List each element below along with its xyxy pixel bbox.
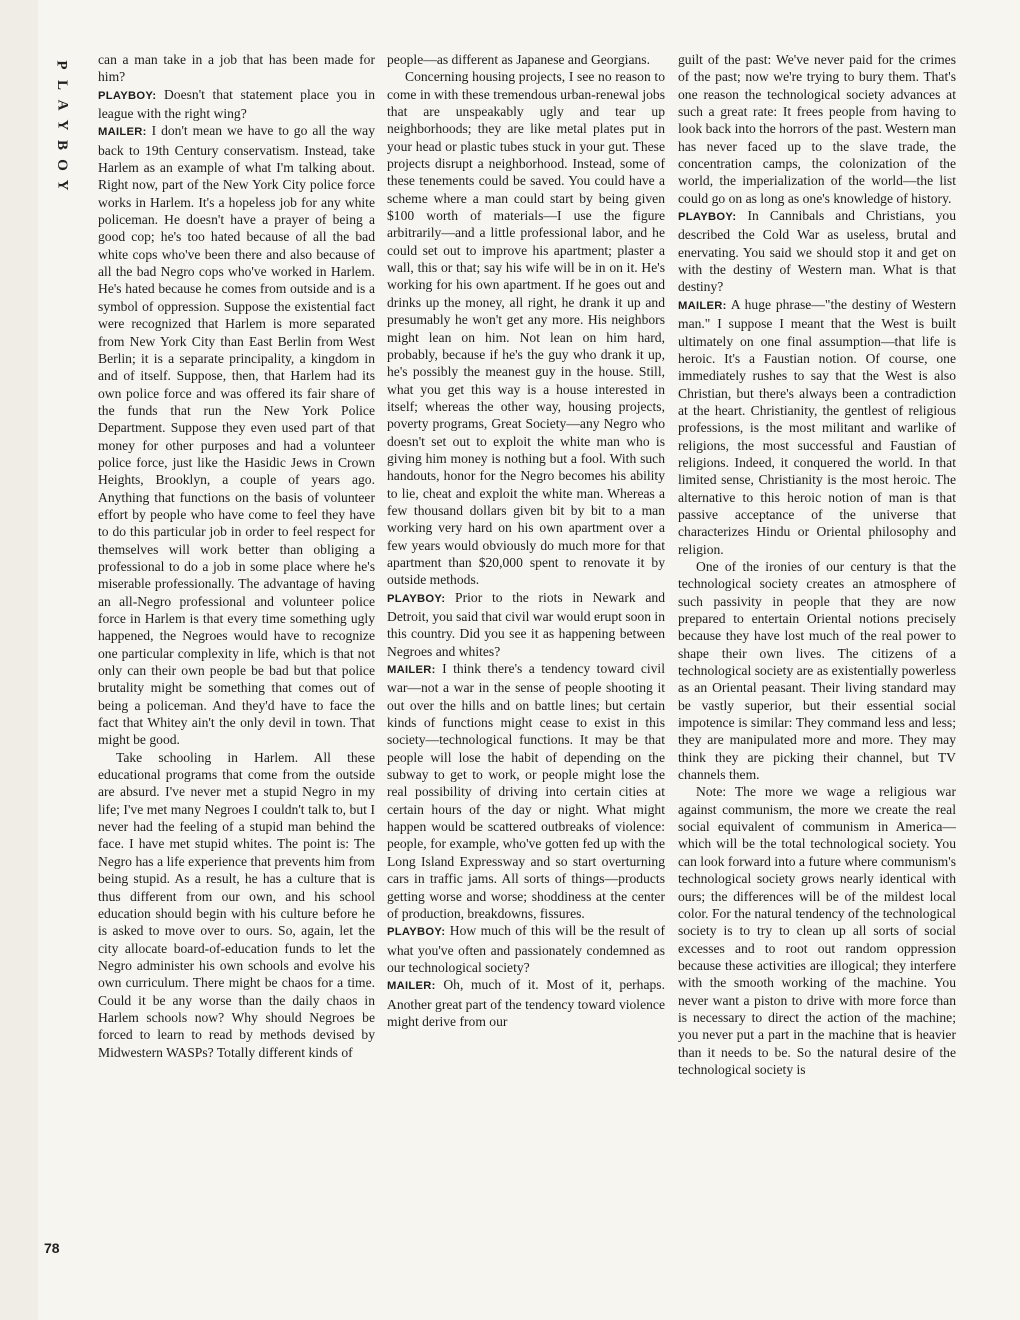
- speaker-label: MAILER:: [387, 664, 436, 677]
- spine-letter: O: [53, 159, 70, 171]
- magazine-spine-title: [50, 55, 74, 195]
- paragraph-text: One of the ironies of our century is that the technological society creates an atmosphere of such passivity in people that they are now prepared to entertain Oriental notions precisely because they have lost much of the real power to shape their own lives. The citizens of a technological society are as existentially powerless as an Oriental peasant. Their living standard may be vastly superior, but their essential social impotence is similar: They command less and less; they are manipulated more and more. They may think they are picking their channel, but TV channels them.: [678, 558, 956, 783]
- speaker-label: PLAYBOY:: [98, 89, 157, 102]
- text-column-2: [387, 51, 665, 1030]
- paragraph-text: How much of this will be the result of what you've often and passionately condemned as our technological society?: [387, 923, 665, 975]
- paragraph: [98, 749, 375, 1061]
- paragraph: [387, 660, 665, 922]
- spine-letter: B: [53, 139, 70, 151]
- paragraph: [387, 589, 665, 660]
- spine-letter: P: [53, 60, 70, 70]
- paragraph: [387, 922, 665, 976]
- speaker-label: MAILER:: [387, 980, 436, 993]
- paragraph-text: I don't mean we have to go all the way back to 19th Century conservatism. Instead, take Harlem as an example of what I'm talking about. Right now, part of the New York City police force works in Harlem. It's a hopeless job for any white policeman. He doesn't have a prayer of being a good cop; he's too hated because of all the bad white cops who've been there and also because of all the bad Negro cops who've worked in Harlem. He's hated because he comes from outside and is a symbol of oppression. Suppose the existential fact were recognized that Harlem is more separated from New York City than East Berlin from West Berlin; it is a separate principality, a kingdom in and of itself. Suppose, then, that Harlem had its own police force and was offered its fair share of the funds that run the New York Police Department. Suppose they even used part of that money for other purposes and had a volunteer police force, just like the Hasidic Jews in Crown Heights, Brooklyn, a couple of years ago. Anything that functions on the basis of volunteer effort by people who have come to feel they have to do this particular job in order to feel respect for themselves will work better than obliging a professional to do a job in some place where he's miserable professionally. The advantage of having an all-Negro professional and volunteer police force in Harlem is that every time something ugly happened, the Negroes would have to recognize one particular complexity in life, which is that not only can their own people be bad but that police brutality might be something that comes out of being a policeman. And they'd have to face the fact that Whitey ain't the only devil in town. That might be good.: [98, 123, 375, 748]
- page-margin-shade: [0, 0, 38, 1320]
- paragraph-text: Take schooling in Harlem. All these educational programs that come from the outside are absurd. I've never met a stupid Negro in my life; I've met many Negroes I couldn't talk to, but I never had the feeling of a stupid man behind the face. I have met stupid whites. The point is: The Negro has a life experience that prevents him from being stupid. As a result, he has a culture that is thus different from our own, and his school education should begin with his culture before he is asked to move over to ours. So, again, let the city allocate board-of-education funds to let the Negro administer his own schools and evolve his own curriculum. There might be chaos for a time. Could it be any worse than the daily chaos in Harlem schools now? Why should Negroes be forced to learn to read by methods devised by Midwestern WASPs? Totally different kinds of: [98, 749, 375, 1060]
- speaker-label: MAILER:: [98, 126, 147, 139]
- paragraph-text: Concerning housing projects, I see no reason to come in with these tremendous urban-renewal jobs that are unspeakably ugly and tear up neighborhoods; they are like metal plates put in your head or plastic tubes stuck in your gut. These projects disrupt a neighborhood. Instead, some of these tenements could be saved. You could have a scheme where a man could start by being given $100 worth of materials—I use the figure arbitrarily—and a little professional labor, and he could set out to improve his apartment; plaster a wall, this or that; say his wife will be in on it. He's working for his own apartment. If he goes out and drinks up the money, all right, he drank it up and presumably he won't get any more. His neighbors might lean on him. Not lean on him hard, probably, because if he's the guy who drank it up, he's possibly the meanest guy in the house. Still, what you get this way is a house interested in itself; whereas the other way, housing projects, poverty programs, Great Society—any Negro who doesn't set out to exploit the white man who is giving him money is nothing but a fool. With such handouts, honor for the Negro becomes his ability to lie, cheat and exploit the white man. Whereas a few thousand dollars given bit by bit to a man working very hard on his own apartment over a few years would obviously do much more for that apartment than $20,000 spent to renovate it by outside methods.: [387, 69, 665, 588]
- paragraph: [678, 558, 956, 783]
- paragraph: [98, 122, 375, 748]
- page-number: 78: [44, 1240, 60, 1256]
- spine-letter: Y: [54, 179, 70, 191]
- speaker-label: PLAYBOY:: [387, 926, 446, 939]
- paragraph: [387, 68, 665, 588]
- paragraph-text: Oh, much of it. Most of it, perhaps. Another great part of the tendency toward violence might derive from our: [387, 977, 665, 1029]
- spine-letter: L: [53, 79, 70, 91]
- paragraph: [387, 51, 665, 68]
- paragraph: [678, 207, 956, 296]
- paragraph: [98, 51, 375, 86]
- paragraph: [387, 976, 665, 1030]
- paragraph: [678, 296, 956, 558]
- paragraph-text: A huge phrase—"the destiny of Western man." I suppose I meant that the West is built ultimately on one final assumption—that life is heroic. It's a Faustian notion. Of course, one immediately rushes to say that the West is also Christian, but there's always been a contradiction at the heart. Christianity, the gentlest of religious professions, is the most militant and warlike of religions, the most successful and Faustian of religions. Indeed, it conquered the world. In that limited sense, Christianity is the most heroic. The alternative to this heroic notion of man is that passive acceptance of the universe that characterizes Hindu or Oriental philosophy and religion.: [678, 296, 956, 557]
- spine-letter: Y: [54, 119, 70, 131]
- paragraph: [678, 783, 956, 1078]
- paragraph-text: guilt of the past: We've never paid for the crimes of the past; now we're trying to bury them. That's one reason the technological society advances at such a great rate: It frees people from having to look back into the horrors of the past. Western man has never faced up to the slave trade, the concentration camps, the colonization of the world, the imperialization of the world—the list could go on as long as one's knowledge of history.: [678, 52, 957, 206]
- speaker-label: MAILER:: [678, 299, 727, 312]
- paragraph-text: In Cannibals and Christians, you described the Cold War as useless, brutal and enervating. You said we should stop it and get on with the destiny of Western man. What is that destiny?: [678, 208, 956, 295]
- paragraph: [678, 51, 956, 207]
- speaker-label: PLAYBOY:: [678, 211, 737, 224]
- paragraph-text: Doesn't that statement place you in league with the right wing?: [98, 86, 375, 122]
- text-column-3: [678, 51, 956, 1078]
- paragraph-text: Note: The more we wage a religious war against communism, the more we create the real social equivalent of communism in America—which will be the total technological society. You can look forward into a future where communism's technological society grows nearly identical with ours; the differences will be of the mildest local color. For the natural tendency of the technological society is to try to clean up all sorts of social excesses and to root out random oppression because these activities are illogical; they interfere with the smooth working of the machine. You never want a piston to drive with more force than is necessary to direct the action of the machine; you never put a part in the machine that is heavier than it needs to be. So the natural desire of the technological society is: [678, 784, 956, 1077]
- paragraph-text: can a man take in a job that has been made for him?: [98, 52, 375, 85]
- speaker-label: PLAYBOY:: [387, 592, 446, 605]
- paragraph-text: people—as different as Japanese and Georgians.: [387, 52, 650, 67]
- paragraph-text: Prior to the riots in Newark and Detroit, you said that civil war would erupt soon in this country. Did you see it as happening between Negroes and whites?: [387, 589, 665, 659]
- text-column-1: [98, 51, 375, 1061]
- paragraph-text: I think there's a tendency toward civil war—not a war in the sense of people shooting it out over the hills and on battle lines; but certain kinds of functions might cease to exist in this society—technological functions. It may be that people will lose the habit of depending on the subway to get to work, or people might lose the real possibility of driving into certain cities at certain hours of the day or night. What might happen would be scattered outbreaks of violence: people, for example, who've gotten fed up with the Long Island Expressway and so start overturning cars in traffic jams. All sorts of things—products getting worse and worse; shoddiness at the center of production, breakdowns, fissures.: [387, 661, 665, 921]
- spine-letter: A: [54, 99, 70, 111]
- paragraph: [98, 86, 375, 123]
